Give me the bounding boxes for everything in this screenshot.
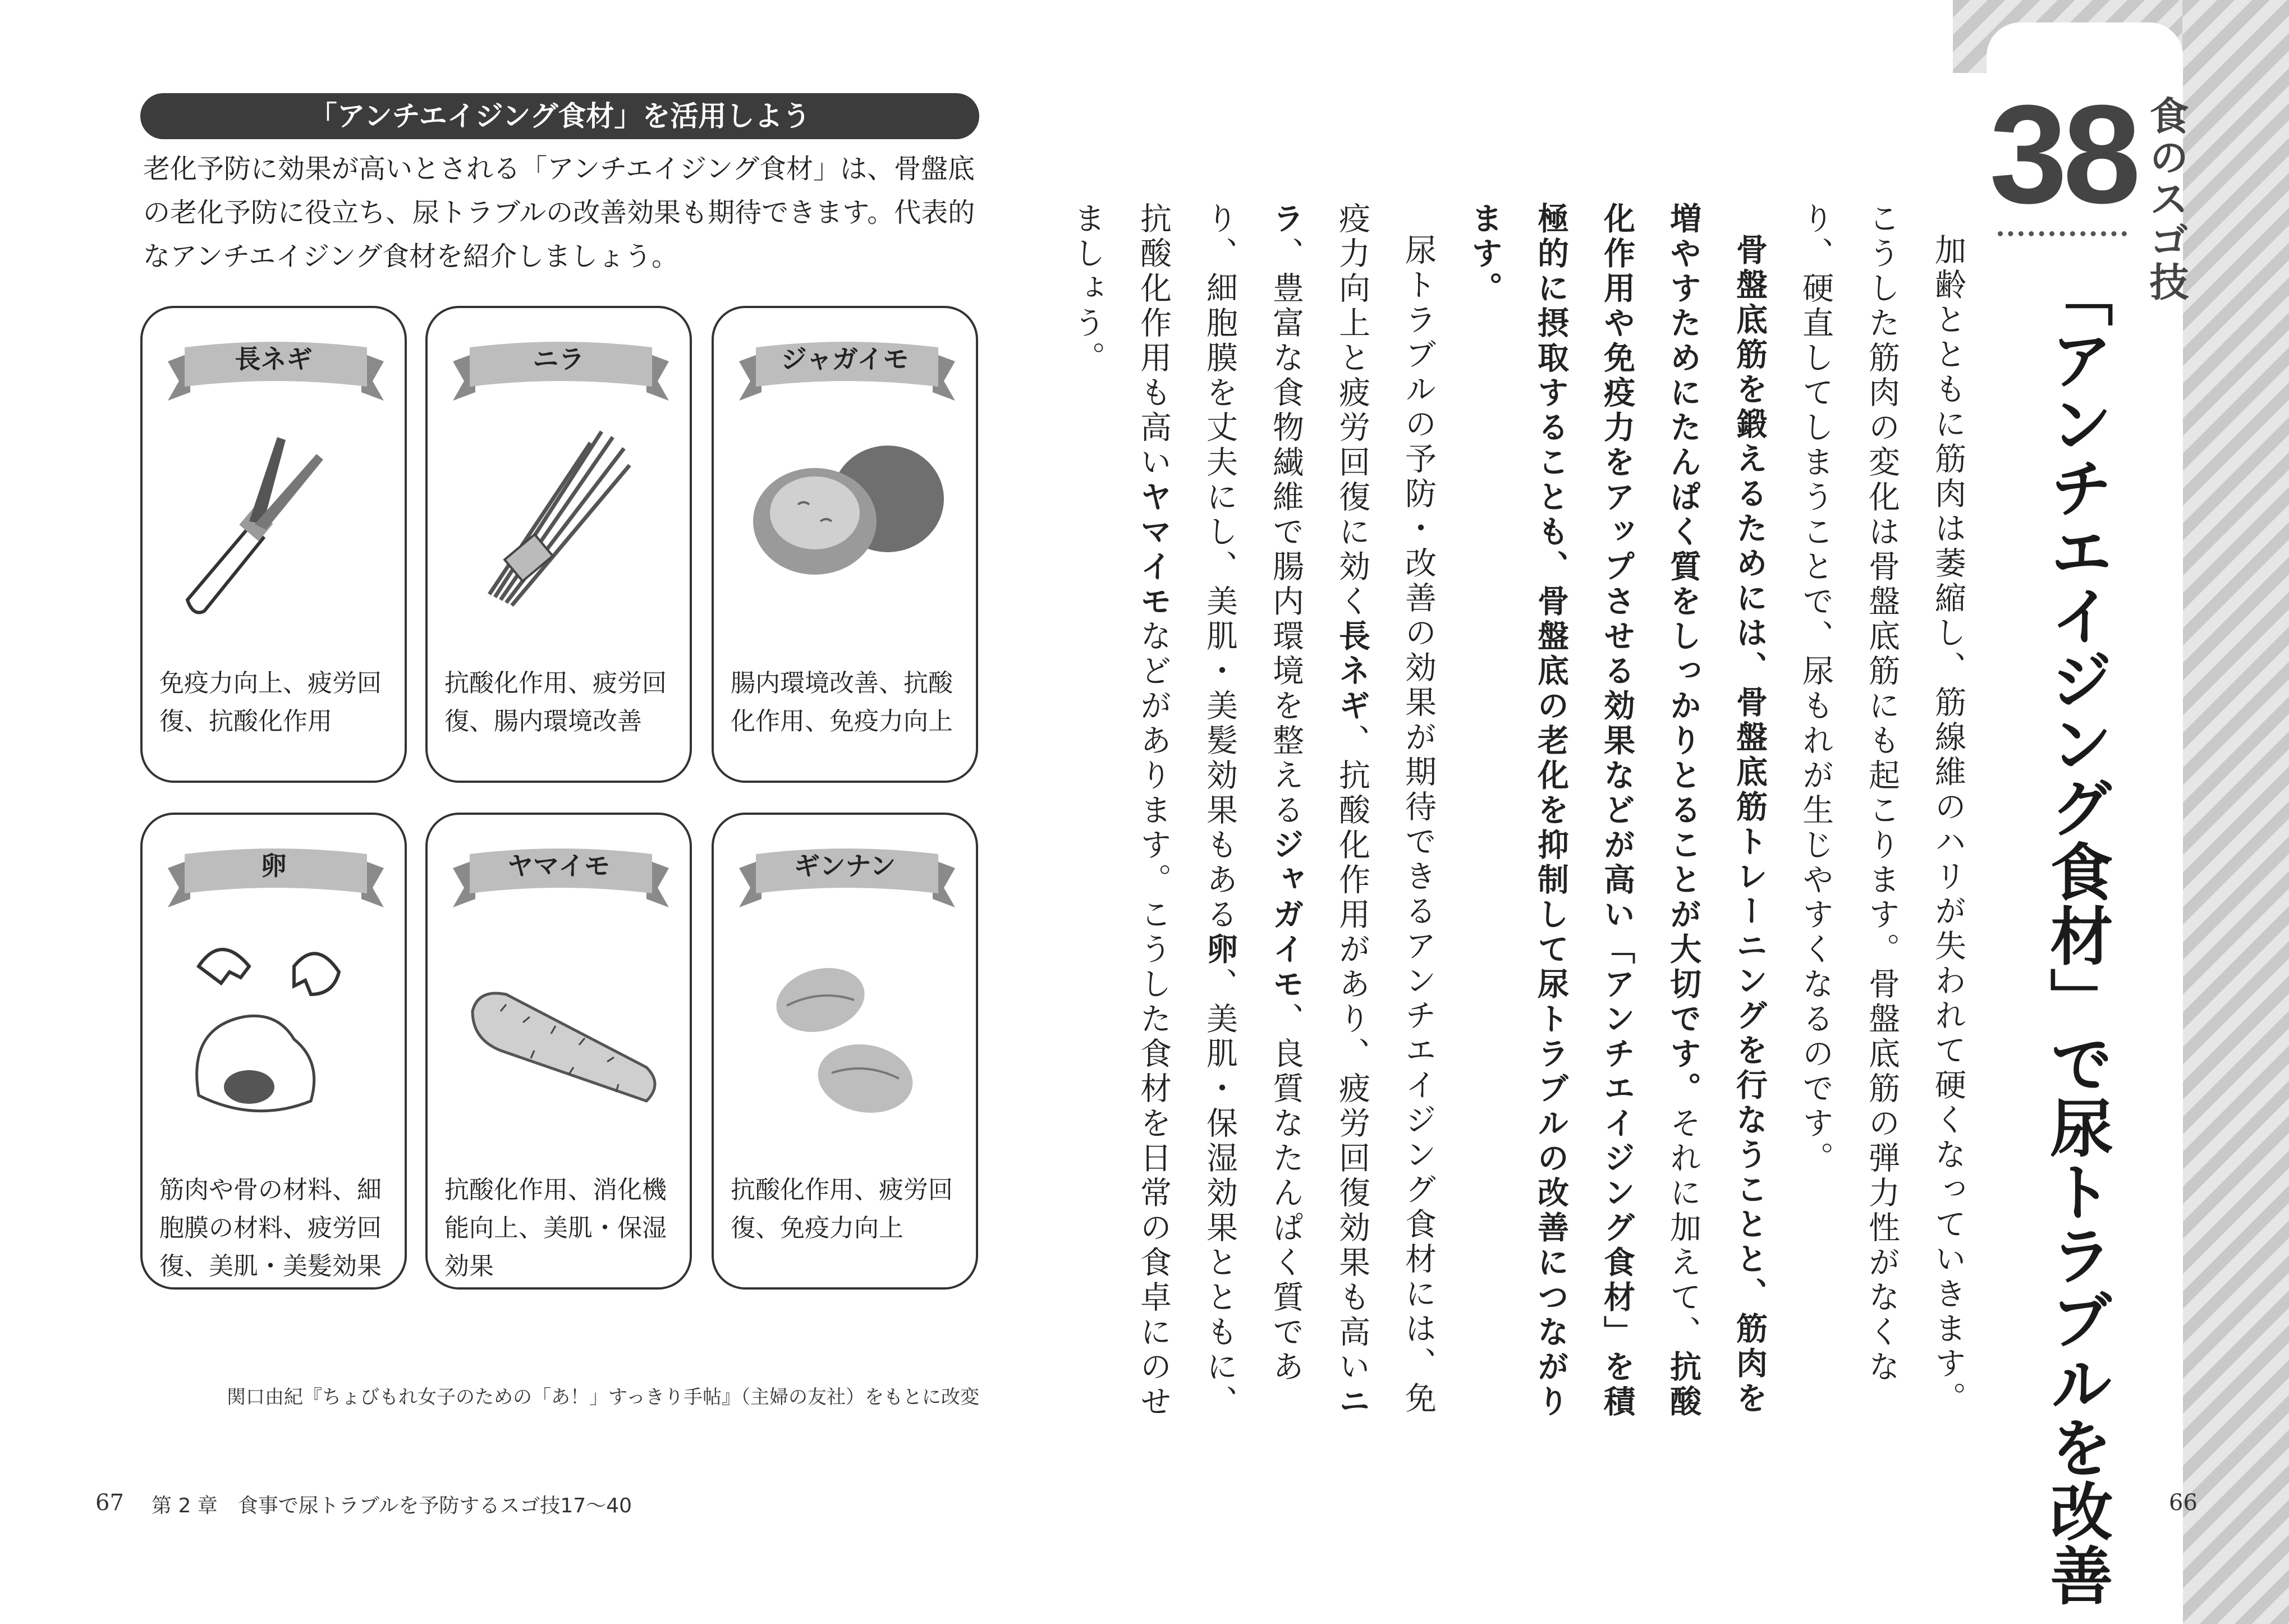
food-name: ニラ [533,344,585,374]
p3-yama: ヤマイモ [1135,480,1172,620]
p3-jaga: ジャガイモ [1268,828,1304,1002]
food-name: ギンナン [793,851,896,881]
chapter-footer: 第 2 章 食事で尿トラブルを予防するスゴ技17〜40 [152,1494,632,1517]
p3-c: 、豊富な食物繊維で腸内環境を整える [1268,237,1304,828]
p3-b: 、抗酸化作用があり、疲労回復効果も高い [1334,724,1370,1385]
paragraph-2-bold: 骨盤底筋を鍛えるためには、骨盤底筋トレーニングを行なうことと、筋肉を増やすためにたんぱく質をしっかりとることが大切です。 [1665,202,1768,1416]
egg-icon [165,921,384,1168]
food-desc: 筋肉や骨の材料、細胞膜の材料、疲労回復、美肌・美髪効果 [159,1176,382,1281]
p3-d: 、良質なたんぱく質であり、細胞膜を丈夫にし、美肌・美髪効果もある [1201,202,1304,1385]
dotted-divider [1998,231,2127,236]
chive-icon [450,415,669,662]
paragraph-2 [1451,202,1782,1425]
food-name: 長ネギ [235,344,313,374]
food-desc: 抗酸化作用、疲労回復、免疫力向上 [731,1176,953,1242]
paragraph-1: 加齢とともに筋肉は萎縮し、筋線維のハリが失われて硬くなっていきます。こうした筋肉の変化は骨盤底筋にも起こります。骨盤底筋の弾力性がなくなり、硬直してしまうことで、尿もれが生じやすくなるのです。 [1797,202,1966,1416]
food-desc: 免疫力向上、疲労回復、抗酸化作用 [159,669,382,736]
food-name: 卵 [260,851,287,881]
section-header: 「アンチエイジング食材」を活用しよう [140,93,979,139]
tip-number: 38 [1989,76,2137,232]
leek-icon [165,415,384,662]
ginkgo-nut-icon [736,921,955,1168]
tip-label: 食のスゴ技 [2143,95,2189,303]
page-number-left: 67 [95,1490,124,1516]
paragraph-2-bold-2: 抗酸化作用や免疫力をアップさせる効果などが高い「アンチエイジング食材」を積極的に摂取することも、骨盤底の老化を抑制して尿トラブルの改善につながります。 [1466,202,1701,1420]
decorative-stripe-edge [2182,0,2289,1624]
food-desc: 抗酸化作用、疲労回復、腸内環境改善 [444,669,667,736]
p3-a: 尿トラブルの予防・改善の効果が期待できるアンチエイジング食材には、免疫力向上と疲労回復に効く [1334,202,1437,1416]
page-number-right: 66 [2169,1490,2198,1516]
food-card-ginnan [712,813,978,1290]
body-text [1069,202,1981,1425]
p3-egg: 卵 [1201,933,1238,967]
paragraph-3 [1054,202,1451,1425]
p3-e: 、美肌・保湿効果とともに、抗酸化作用も高い [1135,202,1238,1420]
food-name: ヤマイモ [507,851,611,881]
food-card-nira [425,306,692,783]
food-card-naganegi [140,306,407,783]
p3-nira: ニラ [1268,202,1370,1420]
source-citation: 関口由紀『ちょびもれ女子のための「あ！」すっきり手帖』（主婦の友社）をもとに改変 [227,1386,979,1409]
intro-text: 老化予防に効果が高いとされる「アンチエイジング食材」は、骨盤底の老化予防に役立ち、尿トラブルの改善効果も期待できます。代表的なアンチエイジング食材を紹介しましょう。 [143,153,975,272]
p3-negi: 長ネギ [1334,620,1370,724]
potato-icon [736,415,955,662]
food-name: ジャガイモ [781,344,909,374]
food-desc: 抗酸化作用、消化機能向上、美肌・保湿効果 [444,1176,667,1281]
food-desc: 腸内環境改善、抗酸化作用、免疫力向上 [731,669,953,736]
food-card-tamago [140,813,407,1290]
paragraph-2-normal: それに加えて、 [1665,1107,1701,1350]
p3-f: などがあります。こうした食材を日常の食卓にのせましょう。 [1069,202,1172,1420]
food-card-yamaimo [425,813,692,1290]
yam-icon [450,921,669,1168]
food-card-jagaimo [712,306,978,783]
page-title: 「アンチエイジング食材」で尿トラブルを改善 [2040,264,2113,1607]
